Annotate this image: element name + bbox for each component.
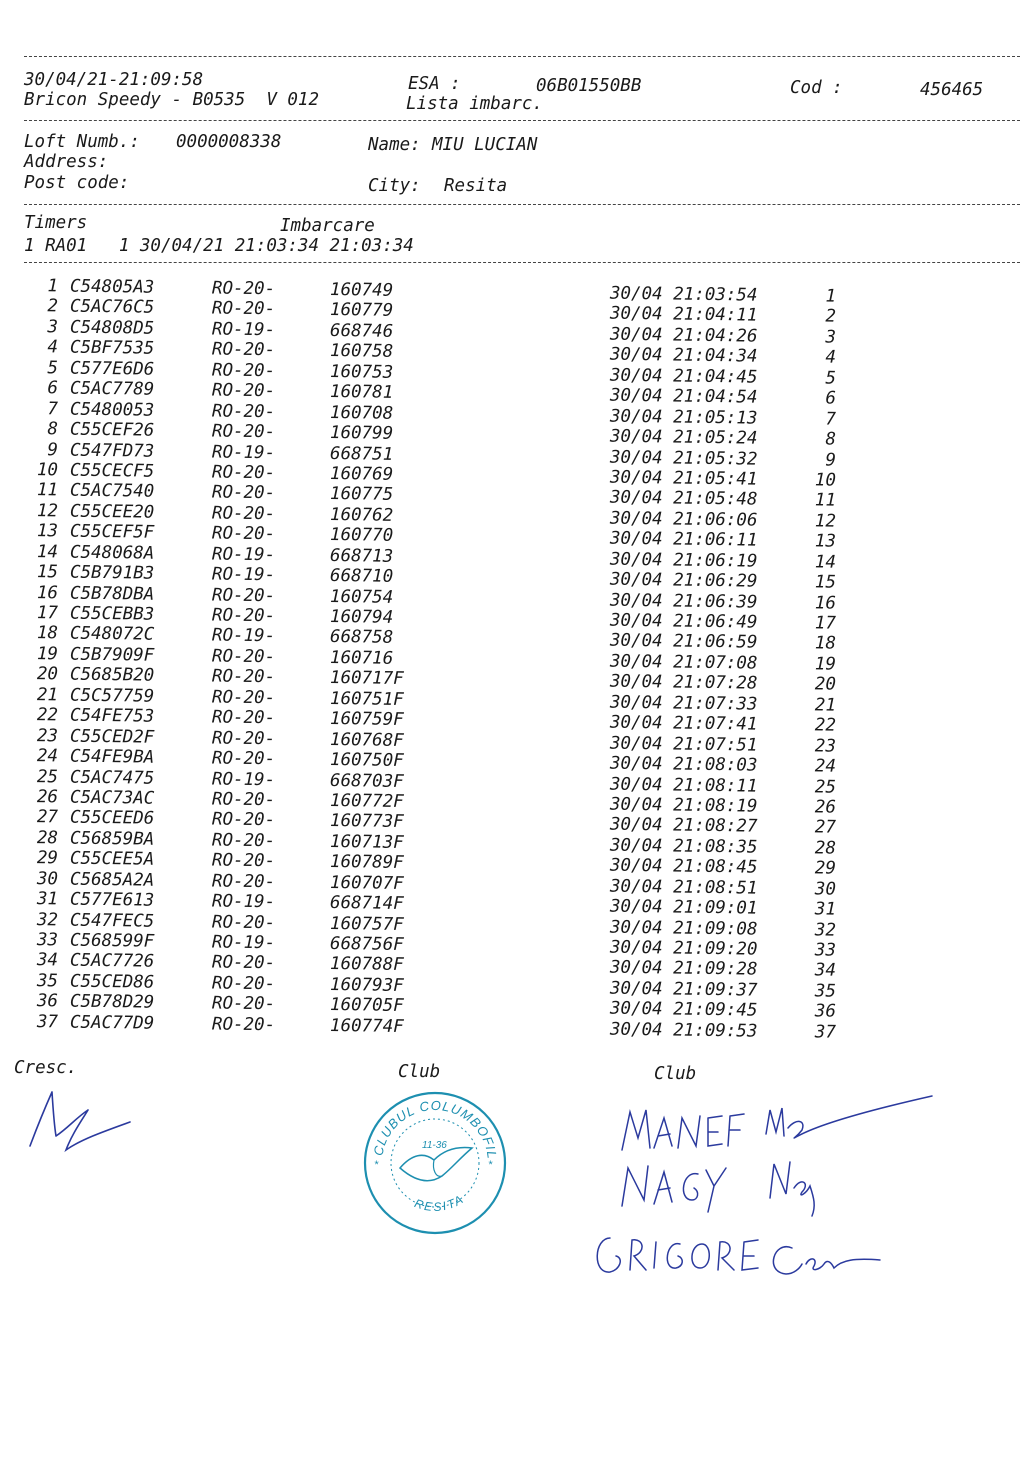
rank-number: 17 — [814, 613, 837, 634]
rank-number: 14 — [814, 552, 837, 573]
chip-id: C55CED2F — [69, 726, 155, 748]
basketing-time: 30/04 21:08:19 — [609, 794, 758, 817]
rank-number: 4 — [825, 347, 837, 368]
rank-number: 10 — [814, 470, 837, 491]
basketing-time: 30/04 21:06:49 — [609, 610, 758, 633]
entries-table — [24, 276, 854, 1043]
postcode-label: Post code: — [24, 173, 130, 193]
rank-number: 8 — [825, 429, 837, 450]
rank-number: 3 — [825, 327, 837, 348]
basketing-time: 30/04 21:04:26 — [609, 324, 758, 347]
basketing-time: 30/04 21:05:48 — [609, 488, 758, 510]
basketing-time: 30/04 21:07:51 — [609, 733, 758, 756]
ring-number: 160754 — [329, 586, 394, 608]
ring-prefix: RO-20- — [211, 1014, 276, 1036]
ring-prefix: RO-19- — [211, 319, 276, 341]
city-label: City: — [368, 176, 421, 196]
basketing-time: 30/04 21:09:28 — [609, 958, 758, 981]
chip-id: C547FEC5 — [69, 910, 155, 932]
basketing-time: 30/04 21:03:54 — [609, 283, 758, 306]
ring-number: 160713F — [329, 831, 404, 853]
basketing-time: 30/04 21:05:13 — [609, 406, 758, 429]
row-index: 12 — [36, 500, 59, 522]
loft-number-value: 0000008338 — [176, 132, 282, 152]
rank-number: 15 — [814, 572, 837, 593]
ring-prefix: RO-20- — [211, 993, 276, 1015]
row-index: 22 — [36, 705, 59, 726]
chip-id: C5480053 — [69, 399, 155, 421]
rank-number: 27 — [814, 817, 837, 839]
ring-prefix: RO-19- — [211, 544, 276, 565]
rank-number: 31 — [814, 899, 837, 920]
ring-number: 160788F — [329, 954, 404, 976]
ring-prefix: RO-20- — [211, 585, 276, 606]
basketing-time: 30/04 21:06:59 — [609, 631, 758, 654]
rank-number: 28 — [814, 838, 837, 859]
row-index: 2 — [47, 296, 59, 317]
ring-prefix: RO-19- — [211, 564, 276, 586]
ring-prefix: RO-20- — [211, 421, 276, 443]
ring-number: 160750F — [329, 750, 404, 772]
basketing-time: 30/04 21:07:33 — [609, 692, 758, 715]
rank-number: 2 — [825, 306, 837, 328]
chip-id: C5B78D29 — [69, 991, 155, 1014]
row-index: 23 — [36, 725, 59, 747]
basketing-time: 30/04 21:05:32 — [609, 447, 758, 470]
basketing-time: 30/04 21:04:54 — [609, 385, 758, 408]
chip-id: C55CEF5F — [69, 521, 155, 543]
city-value: Resita — [444, 176, 508, 196]
rank-number: 9 — [825, 449, 837, 471]
chip-id: C56859BA — [69, 828, 155, 850]
basketing-time: 30/04 21:08:45 — [609, 855, 758, 878]
ring-prefix: RO-20- — [211, 666, 276, 688]
ring-number: 160762 — [329, 504, 394, 526]
chip-id: C5AC7789 — [69, 378, 155, 400]
basketing-time: 30/04 21:06:39 — [609, 590, 758, 613]
ring-number: 160716 — [329, 647, 394, 669]
ring-prefix: RO-20- — [211, 789, 276, 811]
rank-number: 7 — [825, 409, 837, 430]
dashed-divider — [24, 262, 1020, 263]
star-icon: * — [488, 1159, 493, 1171]
chip-id: C5AC7475 — [69, 767, 155, 789]
ring-number: 668710 — [329, 566, 394, 587]
basketing-time: 30/04 21:08:35 — [609, 835, 758, 858]
ring-prefix: RO-20- — [211, 523, 276, 545]
rank-number: 16 — [814, 592, 837, 614]
ring-number: 668703F — [329, 770, 404, 792]
basketing-time: 30/04 21:06:19 — [609, 549, 758, 572]
chip-id: C5AC7540 — [69, 480, 155, 503]
ring-number: 160707F — [329, 872, 404, 894]
rank-number: 12 — [814, 511, 837, 532]
ring-number: 160793F — [329, 974, 404, 996]
timer-row: 1 RA01 1 30/04/21 21:03:34 21:03:34 — [24, 236, 414, 256]
cod-value: 456465 — [920, 80, 984, 100]
ring-prefix: RO-19- — [211, 891, 276, 913]
ring-number: 160768F — [329, 729, 404, 751]
row-index: 37 — [36, 1011, 59, 1033]
ring-number: 668746 — [329, 320, 394, 342]
ring-prefix: RO-20- — [211, 850, 276, 872]
ring-number: 668751 — [329, 443, 394, 465]
ring-prefix: RO-20- — [211, 748, 276, 770]
basketing-time: 30/04 21:08:27 — [609, 815, 758, 837]
rank-number: 6 — [825, 388, 837, 409]
row-index: 1 — [47, 276, 59, 297]
ring-prefix: RO-19- — [211, 932, 276, 954]
ring-number: 160779 — [329, 300, 394, 322]
ring-prefix: RO-20- — [211, 462, 276, 484]
chip-id: C5AC73AC — [69, 787, 155, 809]
ring-number: 160769 — [329, 463, 394, 485]
ring-prefix: RO-20- — [211, 482, 276, 504]
dashed-divider — [24, 120, 1020, 121]
chip-id: C55CECF5 — [69, 460, 155, 482]
row-index: 13 — [36, 521, 59, 542]
dashed-divider — [24, 204, 1020, 205]
chip-id: C5BF7535 — [69, 337, 155, 360]
row-index: 3 — [47, 317, 59, 338]
rank-number: 36 — [814, 1001, 837, 1022]
esa-label: ESA : — [408, 74, 461, 94]
chip-id: C55CED86 — [69, 971, 155, 993]
ring-number: 160759F — [329, 709, 404, 731]
rank-number: 18 — [814, 633, 837, 655]
row-index: 32 — [36, 909, 59, 931]
rank-number: 13 — [814, 531, 837, 552]
ring-number: 668756F — [329, 934, 404, 955]
basketing-time: 30/04 21:08:11 — [609, 774, 758, 797]
ring-number: 160749 — [329, 280, 394, 301]
ring-prefix: RO-20- — [211, 952, 276, 974]
rank-number: 30 — [814, 879, 837, 900]
rank-number: 22 — [814, 715, 837, 736]
ring-prefix: RO-19- — [211, 625, 276, 647]
row-index: 29 — [36, 848, 59, 869]
basketing-time: 30/04 21:09:08 — [609, 917, 758, 940]
ring-prefix: RO-20- — [211, 973, 276, 995]
ring-prefix: RO-20- — [211, 339, 276, 361]
stamp-text-top: CLUBUL COLUMBOFIL — [370, 1097, 500, 1161]
rank-number: 37 — [814, 1022, 837, 1043]
ring-number: 160708 — [329, 402, 394, 424]
ring-number: 160753 — [329, 361, 394, 383]
rank-number: 25 — [814, 776, 837, 798]
list-title: Lista imbarc. — [406, 94, 543, 114]
ring-number: 668713 — [329, 545, 394, 567]
row-index: 20 — [36, 664, 59, 685]
ring-prefix: RO-20- — [211, 912, 276, 933]
basketing-time: 30/04 21:09:20 — [609, 937, 758, 960]
ring-prefix: RO-20- — [211, 809, 276, 831]
ring-prefix: RO-20- — [211, 503, 276, 525]
ring-number: 160705F — [329, 995, 404, 1017]
row-index: 6 — [47, 378, 59, 399]
ring-number: 160770 — [329, 525, 394, 547]
imbarcare-label: Imbarcare — [280, 216, 375, 236]
star-icon: * — [374, 1159, 379, 1171]
rank-number: 29 — [814, 858, 837, 879]
ring-number: 160717F — [329, 668, 404, 690]
row-index: 10 — [36, 460, 59, 481]
chip-id: C5C57759 — [69, 685, 155, 707]
chip-id: C54808D5 — [69, 317, 155, 339]
row-index: 18 — [36, 623, 59, 644]
ring-prefix: RO-20- — [211, 401, 276, 422]
chip-id: C5AC7726 — [69, 951, 155, 973]
club-label: Club — [398, 1062, 441, 1082]
basketing-time: 30/04 21:08:03 — [609, 753, 758, 776]
row-index: 34 — [36, 950, 59, 971]
ring-prefix: RO-20- — [211, 278, 276, 300]
basketing-time: 30/04 21:04:34 — [609, 344, 758, 367]
row-index: 21 — [36, 684, 59, 706]
basketing-time: 30/04 21:05:41 — [609, 467, 758, 490]
chip-id: C577E6D6 — [69, 358, 155, 380]
address-label: Address: — [24, 152, 109, 172]
ring-prefix: RO-20- — [211, 830, 276, 852]
club-officials-signatures — [580, 1088, 950, 1298]
rank-number: 32 — [814, 919, 837, 941]
basketing-time: 30/04 21:07:08 — [609, 651, 758, 674]
rank-number: 1 — [825, 286, 837, 307]
row-index: 9 — [47, 439, 59, 460]
chip-id: C55CEE5A — [69, 848, 155, 870]
ring-number: 160799 — [329, 423, 394, 444]
row-index: 19 — [36, 644, 59, 665]
row-index: 17 — [36, 603, 59, 624]
basketing-time: 30/04 21:08:51 — [609, 876, 758, 899]
ring-prefix: RO-20- — [211, 687, 276, 709]
basketing-time: 30/04 21:07:28 — [609, 671, 758, 694]
ring-number: 160781 — [329, 382, 394, 404]
rank-number: 26 — [814, 797, 837, 818]
ring-prefix: RO-20- — [211, 728, 276, 749]
chip-id: C55CEF26 — [69, 419, 155, 441]
chip-id: C5685B20 — [69, 664, 155, 687]
name-value: MIU LUCIAN — [432, 135, 538, 155]
row-index: 26 — [36, 787, 59, 808]
row-index: 7 — [47, 398, 59, 420]
chip-id: C568599F — [69, 930, 155, 952]
rank-number: 11 — [814, 490, 837, 512]
cod-label: Cod : — [790, 78, 843, 98]
loft-number-label: Loft Numb.: — [24, 132, 140, 152]
basketing-time: 30/04 21:05:24 — [609, 426, 758, 449]
ring-number: 160794 — [329, 607, 394, 628]
ring-number: 160774F — [329, 1015, 404, 1037]
row-index: 5 — [47, 358, 59, 379]
club-stamp — [360, 1088, 510, 1238]
rank-number: 34 — [814, 960, 837, 982]
row-index: 27 — [36, 807, 59, 828]
device-info: Bricon Speedy - B0535 V 012 — [24, 90, 320, 110]
ring-number: 668758 — [329, 627, 394, 649]
chip-id: C548068A — [69, 542, 155, 564]
chip-id: C5AC77D9 — [69, 1012, 155, 1034]
chip-id: C548072C — [69, 624, 155, 646]
row-index: 30 — [36, 868, 59, 890]
basketing-time: 30/04 21:09:01 — [609, 896, 758, 919]
rank-number: 19 — [814, 654, 837, 675]
ring-prefix: RO-20- — [211, 707, 276, 729]
chip-id: C5AC76C5 — [69, 297, 155, 319]
chip-id: C54805A3 — [69, 276, 155, 298]
dashed-divider — [24, 56, 1020, 57]
ring-prefix: RO-19- — [211, 768, 276, 790]
timers-label: Timers — [24, 213, 88, 233]
rank-number: 35 — [814, 981, 837, 1002]
rank-number: 5 — [825, 368, 837, 389]
row-index: 4 — [47, 337, 59, 358]
basketing-time: 30/04 21:09:45 — [609, 998, 758, 1021]
row-index: 11 — [36, 480, 59, 501]
ring-number: 160775 — [329, 484, 394, 506]
row-index: 8 — [47, 419, 59, 440]
row-index: 16 — [36, 582, 59, 604]
row-index: 33 — [36, 930, 59, 951]
chip-id: C5B7909F — [69, 644, 155, 666]
ring-number: 160789F — [329, 852, 404, 874]
chip-id: C577E613 — [69, 889, 155, 911]
row-index: 15 — [36, 562, 59, 583]
print-datetime: 30/04/21-21:09:58 — [24, 70, 204, 90]
rank-number: 24 — [814, 756, 837, 777]
breeder-signature — [22, 1078, 142, 1168]
ring-prefix: RO-20- — [211, 360, 276, 382]
stamp-text-bottom: RESITA — [412, 1191, 468, 1215]
row-index: 25 — [36, 766, 59, 787]
basketing-time: 30/04 21:07:41 — [609, 712, 758, 735]
chip-id: C55CEE20 — [69, 501, 155, 523]
stamp-number: 11-36 — [422, 1140, 447, 1151]
basketing-time: 30/04 21:04:45 — [609, 365, 758, 388]
cresc-label: Cresc. — [14, 1058, 78, 1078]
basketing-time: 30/04 21:06:06 — [609, 508, 758, 531]
ring-prefix: RO-19- — [211, 441, 276, 463]
basketing-time: 30/04 21:06:29 — [609, 569, 758, 592]
rank-number: 21 — [814, 695, 837, 716]
rank-number: 23 — [814, 735, 837, 757]
ring-number: 160773F — [329, 811, 404, 833]
basketing-time: 30/04 21:04:11 — [609, 304, 758, 327]
ring-prefix: RO-20- — [211, 298, 276, 320]
basketing-time: 30/04 21:09:53 — [609, 1019, 758, 1042]
chip-id: C55CEED6 — [69, 807, 155, 830]
row-index: 31 — [36, 889, 59, 910]
chip-id: C5B791B3 — [69, 562, 155, 584]
basketing-time: 30/04 21:06:11 — [609, 528, 758, 551]
ring-prefix: RO-20- — [211, 605, 276, 627]
ring-prefix: RO-20- — [211, 380, 276, 402]
ring-number: 160758 — [329, 341, 394, 363]
chip-id: C55CEBB3 — [69, 603, 155, 625]
chip-id: C5B78DBA — [69, 583, 155, 605]
ring-number: 160757F — [329, 913, 404, 935]
esa-value: 06B01550BB — [536, 76, 642, 96]
ring-prefix: RO-20- — [211, 871, 276, 892]
basketing-time: 30/04 21:09:37 — [609, 978, 758, 1001]
ring-number: 668714F — [329, 893, 404, 915]
ring-number: 160772F — [329, 790, 404, 812]
row-index: 35 — [36, 971, 59, 992]
ring-number: 160751F — [329, 688, 404, 710]
chip-id: C54FE9BA — [69, 746, 155, 768]
row-index: 28 — [36, 827, 59, 849]
row-index: 36 — [36, 991, 59, 1012]
rank-number: 20 — [814, 674, 837, 695]
chip-id: C5685A2A — [69, 869, 155, 891]
chip-id: C547FD73 — [69, 440, 155, 462]
club-label: Club — [654, 1064, 697, 1084]
name-label: Name: — [368, 135, 421, 155]
ring-prefix: RO-20- — [211, 646, 276, 668]
row-index: 14 — [36, 541, 59, 563]
rank-number: 33 — [814, 940, 837, 961]
row-index: 24 — [36, 746, 59, 767]
chip-id: C54FE753 — [69, 705, 155, 727]
